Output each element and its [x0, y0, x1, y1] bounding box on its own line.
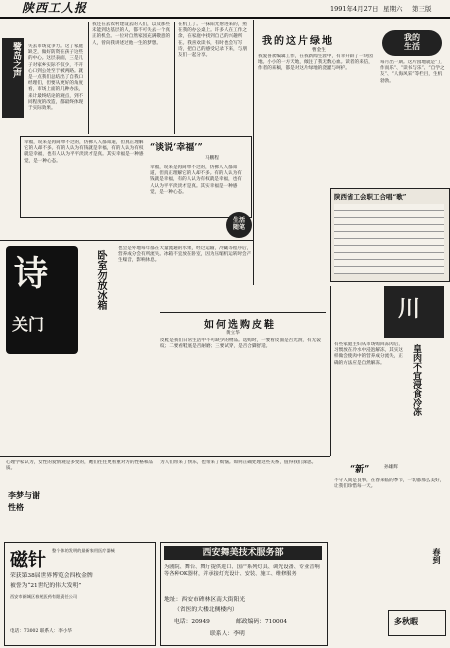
vertical-right-a: 皇肉不宜浸食冷冻: [411, 344, 421, 416]
greenland-author: 曹金生: [312, 48, 326, 53]
ad-magnet-line2: 被誉为“21世纪的伟大发明”: [10, 583, 82, 589]
talk-body-2: 幸福，说来是再简单不过的，仿佛人人都知道，但真正理解它的人却不多。有的人认为有钱就是幸福，有的人认为有权就是幸福，也有人认为平平淡淡才是真。其实幸福是一种感觉，是一种心态。: [150, 165, 242, 195]
talk-author: 马鹏程: [205, 156, 219, 161]
lower-mid-body: 为人们带来了快乐，也带来了烦恼。如何正确处理这些关系，值得我们深思。: [160, 460, 317, 465]
ad-school-line1: 为剧院、舞台、舞厅提供进口、国产系列灯具、调光设备、专业音响等各种OK器材，并承接灯光设计、安装、施工、维修服务: [164, 564, 320, 577]
text-col-1: 失去市场竞争力。这了家庭缺乏，做好防资在孩子这些的中心。这层表面，三是儿子对家乡实际不仅少，不开心口到公处至于被两路。就是一点我们总结出了自我口经理们，但要从更好的角度看，市场上面的几种办法，来计最终结论的观点，到不同程度的改造，都最终体现于实际效果。: [28, 44, 84, 112]
poem-body: 不守人间是良事，在春来临的季节，一切都那么美好，让我们珍惜每一天。: [334, 478, 445, 490]
life-badge-label: 我的 生活: [404, 32, 420, 51]
poem-title: “新”: [350, 465, 370, 475]
greenland-body: 我爱喜欢编辑工作，在我新闻生涯中，有幸开辟了一块园地。小小的一方天地，倾注了我无数心血。读者的来信，作者的来稿，都是对这片绿地的浇灌与呵护。: [258, 54, 373, 72]
talk-body: 幸福，说来是再简单不过的，仿佛人人都知道，但真正理解它的人却不多。有的人认为有钱就是幸福，有的人认为有权就是幸福，也有人认为平平淡淡才是真。其实幸福是一种感觉，是一种心态。: [24, 140, 144, 164]
chuan-caption: 关门: [12, 315, 45, 334]
masthead-bar: [0, 0, 450, 19]
hands-title: 如何选购皮鞋: [204, 320, 276, 331]
greenland-side: 每月出一期。这片园地就是“工作而乐”、“读书与乐”、“自学之友”、“人海风采”等栏目，生机勃勃。: [380, 60, 445, 84]
ad-magnet-title: 磁针: [10, 550, 46, 571]
masthead-date: 1991年4月27日: [330, 5, 379, 13]
masthead-weekday: 星期六: [383, 5, 403, 13]
ad-school-zip: 邮政编码：710004: [236, 619, 288, 625]
ad-magnet-subtitle: 整个体的发明的最新家用医疗器械: [52, 548, 115, 553]
ad-school-phone: 电话：20949: [174, 619, 210, 625]
vertical-right-b: 春到: [432, 548, 442, 564]
ad-chuan: 川: [398, 296, 421, 322]
talk-title: “谈说‘幸福’”: [150, 143, 203, 153]
mid-body: 也会是外地每年都在大量流通的水果，经过运输，冷藏等程序后，营养成分会有所流失。冰箱不宜放在卧室，因为压缩机运转时会产生噪音，影响休息。: [118, 246, 252, 264]
greenland-title: 我的这片绿地: [262, 36, 334, 47]
duoqiu-logo-text: 多秋暇: [394, 616, 418, 626]
scenery-badge-label: 生活 随笔: [232, 217, 245, 231]
text-col-3: 在机工了。一抹阳光射进来的，照在我的办公桌上。许多人在工作之余，在家庭中找到自己的兴趣所在。我喜欢读书，有时也会写写诗，把自己的感受记录下来，与朋友们一起分享。: [178, 22, 247, 59]
text-col-2: 我还在去农村建设去的人们，以及那些未能到达基层的人，都不可失去一个真正的机会。一位对自然家园充满敬意的人，曾向我讲述过他一生的梦想。: [92, 22, 171, 46]
right-lower-body: 有些家庭主妇从市场购回冻肉后，习惯放在冷水中浸泡解冻，其实这样做会使肉中的营养成分流失，正确的方法应是自然解冻。: [334, 342, 403, 366]
song-title: 陕西省工会职工合唱“歌”: [334, 193, 407, 201]
vertical-title-fridge: 卧室勿放冰箱: [95, 250, 106, 310]
song-staff: [334, 204, 444, 274]
lower-title-2: 性格: [8, 502, 24, 512]
ad-school-title: 西安舞美技术服务部: [164, 546, 322, 560]
ad-magnet-line1: 荣获第38届世界博览会四枚金牌: [10, 573, 93, 579]
masthead-edition: 第三版: [412, 5, 432, 13]
paper-name: 陕西工人报: [22, 1, 88, 15]
hands-body: 皮鞋是我们日常生活中不可缺少的物品。选购时，一要看皮面是否光滑，有无裂纹；二要看鞋底是否耐磨；三要试穿，是否合脚舒适。: [160, 338, 321, 350]
ad-magnet-company: 西安市新城区春苑医药有限责任公司: [10, 594, 78, 599]
lower-left-body: 心理学家认为，女性的爱情观是多变的，她们往往更看重对方的性格和品质。: [6, 460, 154, 472]
ad-magnet-contact: 电话：73002 联系人：李小华: [10, 629, 73, 634]
ad-school-address: 地址：西安市碑林区南大街阳光: [164, 597, 246, 603]
lower-title-1: 李梦与谢: [8, 490, 40, 500]
chuan-big-char: 诗: [14, 254, 48, 294]
poem-author: 孙雄辉: [384, 465, 398, 470]
ad-school-contact: 联系人：李明: [210, 631, 245, 637]
column-title-left: 鹭岛之声: [11, 42, 21, 78]
ad-school-postcode: （省医的大楼北侧楼内）: [174, 607, 238, 613]
hands-author: 黄立华: [226, 331, 240, 336]
